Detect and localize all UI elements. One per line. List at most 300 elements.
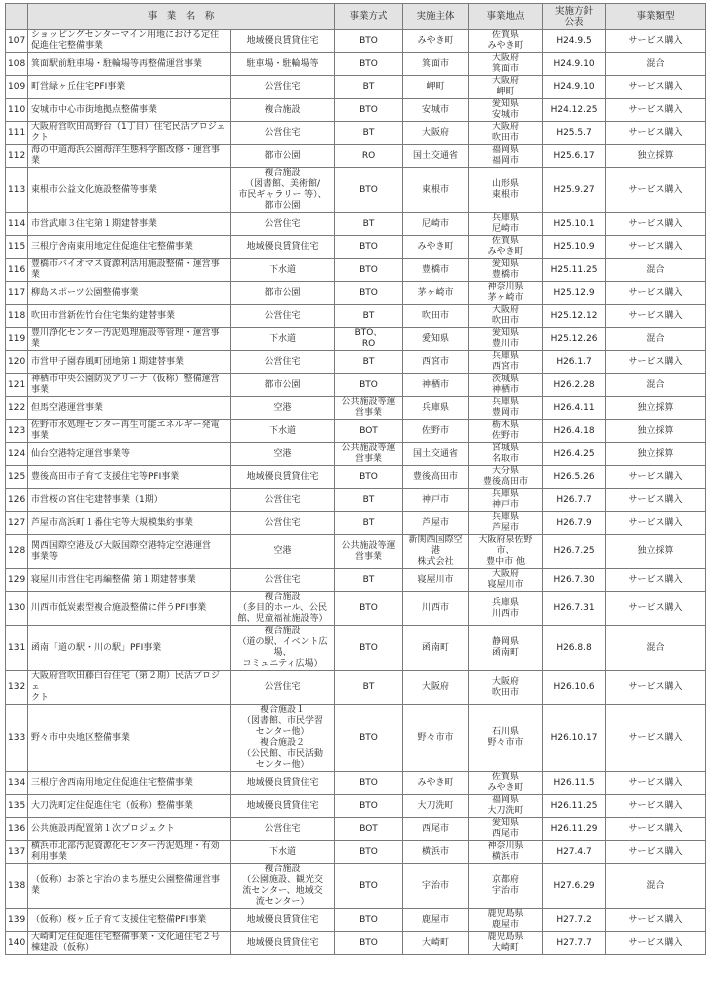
implementing-entity: 吹田市	[403, 305, 469, 328]
project-field: 下水道	[231, 328, 335, 351]
implementing-entity: 国土交通省	[403, 443, 469, 466]
row-number: 123	[6, 420, 28, 443]
project-type: サービス購入	[606, 236, 706, 259]
project-type: 混合	[606, 259, 706, 282]
project-field: 下水道	[231, 841, 335, 864]
policy-date: H25.11.25	[543, 259, 606, 282]
table-row	[6, 420, 706, 443]
project-field: 都市公園	[231, 282, 335, 305]
project-location: 大阪府 岬町	[469, 76, 543, 99]
policy-date: H26.4.11	[543, 397, 606, 420]
project-location: 石川県 野々市市	[469, 705, 543, 772]
project-name: 佐野市水処理センター再生可能エネルギー発電 事業	[28, 420, 231, 443]
project-name: （仮称）お茶と宇治のまち歴史公園整備運営事 業	[28, 864, 231, 909]
project-type: サービス購入	[606, 512, 706, 535]
project-location: 兵庫県 神戸市	[469, 489, 543, 512]
project-method: BT	[335, 671, 403, 705]
project-type: サービス購入	[606, 122, 706, 145]
project-name: 市営武庫３住宅第１期建替事業	[28, 213, 231, 236]
table-row	[6, 443, 706, 466]
project-field: 公営住宅	[231, 351, 335, 374]
project-name: 川西市低炭素型複合施設整備に伴うPFI事業	[28, 592, 231, 626]
project-field: 公営住宅	[231, 671, 335, 705]
project-method: BTO	[335, 466, 403, 489]
policy-date: H25.12.26	[543, 328, 606, 351]
project-location: 愛知県 安城市	[469, 99, 543, 122]
project-name: 柳島スポーツ公園整備事業	[28, 282, 231, 305]
project-field: 公営住宅	[231, 512, 335, 535]
project-location: 大阪府 箕面市	[469, 53, 543, 76]
project-method: BTO	[335, 909, 403, 932]
policy-date: H26.7.7	[543, 489, 606, 512]
project-type: サービス購入	[606, 569, 706, 592]
project-method: 公共施設等運 営事業	[335, 535, 403, 569]
table-row	[6, 569, 706, 592]
row-number: 128	[6, 535, 28, 569]
pfi-project-table	[5, 3, 706, 955]
row-number: 140	[6, 932, 28, 955]
implementing-entity: 横浜市	[403, 841, 469, 864]
project-method: BTO	[335, 168, 403, 213]
project-method: BT	[335, 512, 403, 535]
implementing-entity: 函南町	[403, 626, 469, 671]
table-row	[6, 305, 706, 328]
project-method: BOT	[335, 420, 403, 443]
table-row	[6, 932, 706, 955]
implementing-entity: 東根市	[403, 168, 469, 213]
project-field: 空港	[231, 397, 335, 420]
implementing-entity: みやき町	[403, 772, 469, 795]
table-row	[6, 909, 706, 932]
table-row	[6, 841, 706, 864]
implementing-entity: 愛知県	[403, 328, 469, 351]
implementing-entity: 箕面市	[403, 53, 469, 76]
row-number: 108	[6, 53, 28, 76]
project-name: 横浜市北部汚泥資源化センター汚泥処理・有効 利用事業	[28, 841, 231, 864]
project-field: 公営住宅	[231, 122, 335, 145]
project-type: サービス購入	[606, 705, 706, 772]
project-location: 静岡県 函南町	[469, 626, 543, 671]
policy-date: H27.7.7	[543, 932, 606, 955]
row-number: 130	[6, 592, 28, 626]
project-location: 愛知県 豊川市	[469, 328, 543, 351]
row-number: 116	[6, 259, 28, 282]
row-number: 135	[6, 795, 28, 818]
project-name: 大阪府営吹田高野台（1丁目）住宅民活プロジェクト	[28, 122, 231, 145]
table-row	[6, 705, 706, 772]
policy-date: H25.12.12	[543, 305, 606, 328]
project-location: 佐賀県 みやき町	[469, 30, 543, 53]
project-type: 独立採算	[606, 145, 706, 168]
project-type: 独立採算	[606, 535, 706, 569]
project-location: 山形県 東根市	[469, 168, 543, 213]
table-row	[6, 122, 706, 145]
header-row	[6, 4, 706, 30]
policy-date: H26.7.31	[543, 592, 606, 626]
policy-date: H25.5.7	[543, 122, 606, 145]
policy-date: H26.4.18	[543, 420, 606, 443]
project-method: BTO	[335, 772, 403, 795]
policy-date: H26.11.25	[543, 795, 606, 818]
project-field: 駐車場・駐輪場等	[231, 53, 335, 76]
table-row	[6, 489, 706, 512]
row-number: 136	[6, 818, 28, 841]
project-field: 都市公園	[231, 374, 335, 397]
implementing-entity: 茅ヶ崎市	[403, 282, 469, 305]
project-method: BTO	[335, 259, 403, 282]
project-location: 宮城県 名取市	[469, 443, 543, 466]
project-location: 兵庫県 西宮市	[469, 351, 543, 374]
project-location: 兵庫県 芦屋市	[469, 512, 543, 535]
project-name: 但馬空港運営事業	[28, 397, 231, 420]
project-method: 公共施設等運 営事業	[335, 397, 403, 420]
policy-date: H26.11.5	[543, 772, 606, 795]
project-method: BTO	[335, 282, 403, 305]
implementing-entity: 神戸市	[403, 489, 469, 512]
project-field: 地域優良賃貸住宅	[231, 909, 335, 932]
project-location: 神奈川県 茅ヶ崎市	[469, 282, 543, 305]
implementing-entity: 岬町	[403, 76, 469, 99]
project-location: 大阪府 寝屋川市	[469, 569, 543, 592]
implementing-entity: 宇治市	[403, 864, 469, 909]
implementing-entity: 佐野市	[403, 420, 469, 443]
implementing-entity: みやき町	[403, 30, 469, 53]
row-number: 138	[6, 864, 28, 909]
project-field: 地域優良賃貸住宅	[231, 466, 335, 489]
policy-date: H25.10.1	[543, 213, 606, 236]
implementing-entity: 西尾市	[403, 818, 469, 841]
project-type: 独立採算	[606, 397, 706, 420]
policy-date: H26.8.8	[543, 626, 606, 671]
implementing-entity: 兵庫県	[403, 397, 469, 420]
project-type: サービス購入	[606, 99, 706, 122]
project-field: 地域優良賃貸住宅	[231, 236, 335, 259]
project-method: BT	[335, 569, 403, 592]
project-method: BT	[335, 351, 403, 374]
project-location: 佐賀県 みやき町	[469, 772, 543, 795]
table-row	[6, 236, 706, 259]
policy-date: H27.7.2	[543, 909, 606, 932]
project-method: BT	[335, 305, 403, 328]
header-no	[6, 4, 28, 30]
project-method: BT	[335, 213, 403, 236]
policy-date: H26.10.6	[543, 671, 606, 705]
project-name: 芦屋市高浜町１番住宅等大規模集約事業	[28, 512, 231, 535]
row-number: 137	[6, 841, 28, 864]
implementing-entity: 大刀洗町	[403, 795, 469, 818]
project-field: 地域優良賃貸住宅	[231, 772, 335, 795]
project-type: 混合	[606, 328, 706, 351]
project-field: 下水道	[231, 420, 335, 443]
project-location: 兵庫県 尼崎市	[469, 213, 543, 236]
policy-date: H26.7.25	[543, 535, 606, 569]
project-method: BTO	[335, 53, 403, 76]
implementing-entity: 豊橋市	[403, 259, 469, 282]
project-name: 大阪府営吹田藤白台住宅（第２期）民活プロジェ クト	[28, 671, 231, 705]
project-method: BTO	[335, 626, 403, 671]
table-row	[6, 671, 706, 705]
row-number: 111	[6, 122, 28, 145]
project-field: 公営住宅	[231, 213, 335, 236]
implementing-entity: 安城市	[403, 99, 469, 122]
project-field: 下水道	[231, 259, 335, 282]
project-location: 福岡県 福岡市	[469, 145, 543, 168]
project-type: サービス購入	[606, 592, 706, 626]
row-number: 107	[6, 30, 28, 53]
project-name: 仙台空港特定運営事業等	[28, 443, 231, 466]
project-name: 安城市中心市街地拠点整備事業	[28, 99, 231, 122]
project-type: 混合	[606, 374, 706, 397]
project-location: 茨城県 神栖市	[469, 374, 543, 397]
table-row	[6, 626, 706, 671]
policy-date: H25.6.17	[543, 145, 606, 168]
row-number: 125	[6, 466, 28, 489]
project-method: BTO	[335, 932, 403, 955]
implementing-entity: みやき町	[403, 236, 469, 259]
implementing-entity: 大阪府	[403, 122, 469, 145]
project-name: 東根市公益文化施設整備等事業	[28, 168, 231, 213]
implementing-entity: 野々市市	[403, 705, 469, 772]
policy-date: H24.9.5	[543, 30, 606, 53]
policy-date: H26.11.29	[543, 818, 606, 841]
project-name: 市営甲子園春風町団地第１期建替事業	[28, 351, 231, 374]
row-number: 127	[6, 512, 28, 535]
project-field: 空港	[231, 535, 335, 569]
policy-date: H27.6.29	[543, 864, 606, 909]
implementing-entity: 寝屋川市	[403, 569, 469, 592]
project-type: サービス購入	[606, 213, 706, 236]
project-type: サービス購入	[606, 489, 706, 512]
project-type: サービス購入	[606, 351, 706, 374]
project-location: 兵庫県 川西市	[469, 592, 543, 626]
header-project-type: 事業類型	[606, 4, 706, 30]
project-type: サービス購入	[606, 466, 706, 489]
implementing-entity: 西宮市	[403, 351, 469, 374]
implementing-entity: 尼崎市	[403, 213, 469, 236]
project-location: 鹿児島県 鹿屋市	[469, 909, 543, 932]
project-name: 函南「道の駅・川の駅」PFI事業	[28, 626, 231, 671]
project-name: 海の中道海浜公園海洋生態科学館改修・運営事業	[28, 145, 231, 168]
project-method: BTO	[335, 30, 403, 53]
row-number: 134	[6, 772, 28, 795]
project-field: 複合施設 （図書館、美術館/ 市民ギャラリー 等）、 都市公園	[231, 168, 335, 213]
policy-date: H26.2.28	[543, 374, 606, 397]
row-number: 115	[6, 236, 28, 259]
project-name: 町営緑ヶ丘住宅PFI事業	[28, 76, 231, 99]
implementing-entity: 芦屋市	[403, 512, 469, 535]
project-name: 豊橋市バイオマス資源利活用施設整備・運営事業	[28, 259, 231, 282]
project-location: 愛知県 西尾市	[469, 818, 543, 841]
row-number: 131	[6, 626, 28, 671]
row-number: 110	[6, 99, 28, 122]
project-location: 京都府 宇治市	[469, 864, 543, 909]
project-name: 吹田市営新佐竹台住宅集約建替事業	[28, 305, 231, 328]
table-row	[6, 535, 706, 569]
project-field: 複合施設	[231, 99, 335, 122]
project-field: 複合施設 （道の駅、イベント広場、 コミュニティ広場）	[231, 626, 335, 671]
project-type: 混合	[606, 864, 706, 909]
table-row	[6, 145, 706, 168]
project-field: 公営住宅	[231, 569, 335, 592]
row-number: 124	[6, 443, 28, 466]
row-number: 119	[6, 328, 28, 351]
project-name: ショッピングセンターマイン用地における定住 促進住宅整備事業	[28, 30, 231, 53]
header-method: 事業方式	[335, 4, 403, 30]
project-name: （仮称）桜ヶ丘子育て支援住宅整備PFI事業	[28, 909, 231, 932]
table-row	[6, 818, 706, 841]
project-method: RO	[335, 145, 403, 168]
project-location: 大阪府 吹田市	[469, 305, 543, 328]
project-name: 三根庁舎西南用地定住促進住宅整備事業	[28, 772, 231, 795]
policy-date: H26.7.30	[543, 569, 606, 592]
row-number: 118	[6, 305, 28, 328]
header-entity: 実施主体	[403, 4, 469, 30]
header-policy-date: 実施方針 公表	[543, 4, 606, 30]
policy-date: H24.9.10	[543, 53, 606, 76]
row-number: 117	[6, 282, 28, 305]
policy-date: H26.10.17	[543, 705, 606, 772]
table-row	[6, 53, 706, 76]
project-type: サービス購入	[606, 168, 706, 213]
row-number: 129	[6, 569, 28, 592]
project-method: BTO	[335, 236, 403, 259]
project-method: BTO	[335, 795, 403, 818]
implementing-entity: 神栖市	[403, 374, 469, 397]
project-method: BT	[335, 489, 403, 512]
row-number: 121	[6, 374, 28, 397]
policy-date: H25.9.27	[543, 168, 606, 213]
project-type: サービス購入	[606, 841, 706, 864]
row-number: 112	[6, 145, 28, 168]
implementing-entity: 豊後高田市	[403, 466, 469, 489]
table-row	[6, 864, 706, 909]
implementing-entity: 新関西国際空港 株式会社	[403, 535, 469, 569]
project-method: BT	[335, 76, 403, 99]
project-type: サービス購入	[606, 795, 706, 818]
project-location: 栃木県 佐野市	[469, 420, 543, 443]
project-method: BTO	[335, 592, 403, 626]
project-type: サービス購入	[606, 282, 706, 305]
project-field: 地域優良賃貸住宅	[231, 795, 335, 818]
project-field: 公営住宅	[231, 305, 335, 328]
table-row	[6, 592, 706, 626]
project-type: サービス購入	[606, 909, 706, 932]
project-field: 都市公園	[231, 145, 335, 168]
row-number: 114	[6, 213, 28, 236]
project-method: BT	[335, 122, 403, 145]
project-type: 混合	[606, 53, 706, 76]
table-row	[6, 99, 706, 122]
project-type: サービス購入	[606, 671, 706, 705]
project-field: 地域優良賃貸住宅	[231, 30, 335, 53]
project-method: BTO	[335, 374, 403, 397]
project-field: 公営住宅	[231, 818, 335, 841]
project-name: 神栖市中央公園防災アリーナ（仮称）整備運営事業	[28, 374, 231, 397]
table-row	[6, 512, 706, 535]
project-name: 大刀洗町定住促進住宅（仮称）整備事業	[28, 795, 231, 818]
project-field: 複合施設 （多目的ホール、公民 館、児童福祉施設等）	[231, 592, 335, 626]
project-name: 寝屋川市営住宅再編整備 第１期建替事業	[28, 569, 231, 592]
row-number: 113	[6, 168, 28, 213]
project-method: BTO	[335, 99, 403, 122]
project-field: 地域優良賃貸住宅	[231, 932, 335, 955]
row-number: 122	[6, 397, 28, 420]
table-row	[6, 213, 706, 236]
project-method: BTO	[335, 864, 403, 909]
project-type: サービス購入	[606, 305, 706, 328]
table-row	[6, 168, 706, 213]
policy-date: H26.5.26	[543, 466, 606, 489]
row-number: 109	[6, 76, 28, 99]
table-row	[6, 772, 706, 795]
project-location: 大阪府 吹田市	[469, 671, 543, 705]
policy-date: H25.12.9	[543, 282, 606, 305]
project-location: 愛知県 豊橋市	[469, 259, 543, 282]
project-location: 福岡県 大刀洗町	[469, 795, 543, 818]
implementing-entity: 鹿屋市	[403, 909, 469, 932]
project-type: 独立採算	[606, 443, 706, 466]
project-name: 関西国際空港及び大阪国際空港特定空港運営 事業等	[28, 535, 231, 569]
project-name: 大崎町定住促進住宅整備事業・文化通住宅２号 棟建設（仮称）	[28, 932, 231, 955]
row-number: 120	[6, 351, 28, 374]
table-row	[6, 328, 706, 351]
project-name: 市営桜の宮住宅建替事業（1期）	[28, 489, 231, 512]
project-method: BTO、 RO	[335, 328, 403, 351]
project-type: サービス購入	[606, 818, 706, 841]
project-field: 公営住宅	[231, 76, 335, 99]
project-type: サービス購入	[606, 30, 706, 53]
project-method: BOT	[335, 818, 403, 841]
table-row	[6, 466, 706, 489]
policy-date: H24.12.25	[543, 99, 606, 122]
policy-date: H27.4.7	[543, 841, 606, 864]
project-method: BTO	[335, 705, 403, 772]
project-type: サービス購入	[606, 772, 706, 795]
project-location: 大阪府泉佐野市、 豊中市 他	[469, 535, 543, 569]
implementing-entity: 川西市	[403, 592, 469, 626]
project-name: 豊川浄化センター汚泥処理施設等管理・運営事業	[28, 328, 231, 351]
project-location: 大分県 豊後高田市	[469, 466, 543, 489]
project-field: 公営住宅	[231, 489, 335, 512]
project-method: 公共施設等運 営事業	[335, 443, 403, 466]
table-row	[6, 397, 706, 420]
project-type: 混合	[606, 626, 706, 671]
project-field: 空港	[231, 443, 335, 466]
project-type: 独立採算	[606, 420, 706, 443]
project-name: 野々市中央地区整備事業	[28, 705, 231, 772]
project-location: 佐賀県 みやき町	[469, 236, 543, 259]
table-row	[6, 76, 706, 99]
table-row	[6, 374, 706, 397]
project-location: 兵庫県 豊岡市	[469, 397, 543, 420]
project-location: 神奈川県 横浜市	[469, 841, 543, 864]
project-field: 複合施設１ （図書館、市民学習 センター他） 複合施設２ （公民館、市民活動 センター他）	[231, 705, 335, 772]
table-row	[6, 259, 706, 282]
project-name: 三根庁舎南東用地定住促進住宅整備事業	[28, 236, 231, 259]
implementing-entity: 国土交通省	[403, 145, 469, 168]
project-name: 豊後高田市子育て支援住宅等PFI事業	[28, 466, 231, 489]
policy-date: H26.1.7	[543, 351, 606, 374]
project-type: サービス購入	[606, 76, 706, 99]
row-number: 139	[6, 909, 28, 932]
project-name: 箕面駅前駐車場・駐輪場等再整備運営事業	[28, 53, 231, 76]
project-method: BTO	[335, 841, 403, 864]
table-row	[6, 282, 706, 305]
project-name: 公共施設再配置第１次プロジェクト	[28, 818, 231, 841]
project-field: 複合施設 （公園施設、観光交 流センター、地域交 流センター）	[231, 864, 335, 909]
policy-date: H26.4.25	[543, 443, 606, 466]
policy-date: H25.10.9	[543, 236, 606, 259]
